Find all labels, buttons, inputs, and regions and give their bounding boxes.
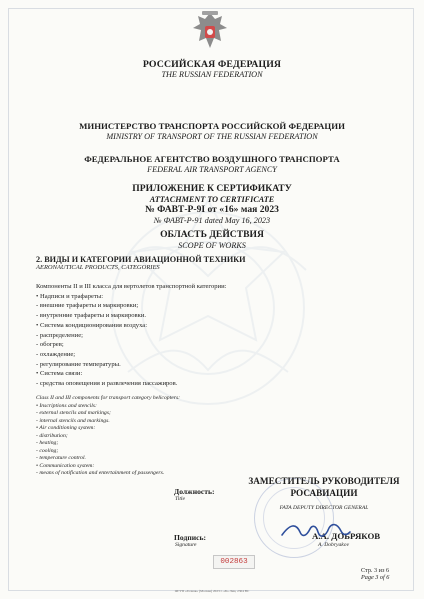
country-title-ru: РОССИЙСКАЯ ФЕДЕРАЦИЯ — [142, 59, 282, 70]
scope-title-ru: ОБЛАСТЬ ДЕЙСТВИЯ — [160, 229, 264, 240]
russian-component-line: - охлаждение; — [36, 350, 76, 358]
english-component-line: - internal stencils and markings. — [36, 417, 110, 424]
section-heading — [36, 255, 376, 272]
russian-component-line: - обогрев; — [36, 341, 64, 349]
handwritten-signature — [280, 520, 352, 544]
russian-component-line: - внешние трафареты и маркировки; — [36, 302, 139, 310]
russian-component-line: • Система кондиционирования воздуха: — [36, 321, 148, 329]
english-component-line: - temperature control. — [36, 455, 86, 461]
stamp-title-en: FATA DEPUTY DIRECTOR GENERAL — [279, 505, 369, 511]
signature-label-ru: Подпись: — [174, 533, 206, 542]
russian-component-line: - средства оповещения и развлечения пассажиров. — [36, 380, 178, 388]
scope-title-en: SCOPE OF WORKS — [178, 241, 246, 250]
english-component-line: - means of notification and entertainment of passengers. — [36, 470, 165, 476]
russian-component-line: - внутренние трафареты и маркировки. — [36, 312, 147, 320]
page-number-en: Page 3 of 6 — [361, 574, 390, 581]
section-title-en: AERONAUTICAL PRODUCTS, CATEGORIES — [36, 264, 160, 271]
signature-stamp — [246, 476, 402, 558]
signer-name-en: A. Dobryakov — [318, 542, 350, 548]
signer-name-ru: А.А. ДОБРЯКОВ — [312, 531, 381, 541]
english-component-line: - distribution; — [36, 432, 68, 439]
stamp-title-line-1: ЗАМЕСТИТЕЛЬ РУКОВОДИТЕЛЯ — [248, 476, 400, 486]
attachment-title-ru: ПРИЛОЖЕНИЕ К СЕРТИФИКАТУ — [132, 183, 292, 194]
agency-title-en: FEDERAL AIR TRANSPORT AGENCY — [147, 165, 277, 174]
serial-number: 002863 — [213, 555, 255, 569]
section-title-ru: 2. ВИДЫ И КАТЕГОРИИ АВИАЦИОННОЙ ТЕХНИКИ — [36, 255, 246, 264]
ministry-title-en: MINISTRY OF TRANSPORT OF THE RUSSIAN FEDERATION — [106, 132, 318, 141]
english-components-list — [36, 395, 376, 478]
position-label-ru: Должность: — [174, 487, 215, 496]
russian-component-line: • Система связи: — [36, 370, 83, 378]
russian-component-line: • Надписи и трафареты: — [36, 292, 104, 300]
english-components-intro: Class II and III components for transport category helicopters: — [36, 395, 181, 401]
stamp-title-line-2: РОСАВИАЦИИ — [290, 488, 358, 498]
certificate-number-ru: № ФАВТ-Р-9I от «16» мая 2023 — [145, 204, 279, 215]
ministry-title-ru: МИНИСТЕРСТВО ТРАНСПОРТА РОССИЙСКОЙ ФЕДЕРАЦИИ — [79, 121, 345, 131]
russian-component-line: - регулирование температуры. — [36, 360, 121, 368]
attachment-title-en: ATTACHMENT TO CERTIFICATE — [149, 195, 275, 204]
certificate-number-en: № ФАВТ-Р-91 dated May 16, 2023 — [153, 216, 271, 225]
russian-component-line: - распределение; — [36, 331, 83, 339]
russian-coat-of-arms-icon — [190, 10, 230, 56]
signature-label-en: Signature — [175, 542, 197, 548]
position-label-en: Title — [175, 496, 185, 502]
english-component-line: • Inscriptions and stencils: — [36, 402, 97, 409]
agency-title-ru: ФЕДЕРАЛЬНОЕ АГЕНТСТВО ВОЗДУШНОГО ТРАНСПОРТА — [84, 154, 340, 164]
english-component-line: - cooling; — [36, 447, 59, 454]
russian-components-intro: Компоненты II и III класса для вертолетов транспортной категории: — [36, 283, 227, 290]
english-component-line: • Air conditioning system: — [36, 425, 96, 431]
page-number-ru: Стр. 3 из 6 — [361, 567, 390, 574]
english-component-line: - heating; — [36, 440, 59, 446]
english-component-line: - external stencils and markings; — [36, 410, 111, 416]
country-title-en: THE RUSSIAN FEDERATION — [161, 70, 263, 79]
english-component-line: • Communication system: — [36, 462, 95, 469]
printer-footer: ФГУП «Гознак» (Москва) 2023 г. «Б» Лиц. 2304 ВС — [174, 589, 250, 593]
page-number-block — [361, 567, 415, 581]
russian-components-list — [36, 282, 376, 389]
